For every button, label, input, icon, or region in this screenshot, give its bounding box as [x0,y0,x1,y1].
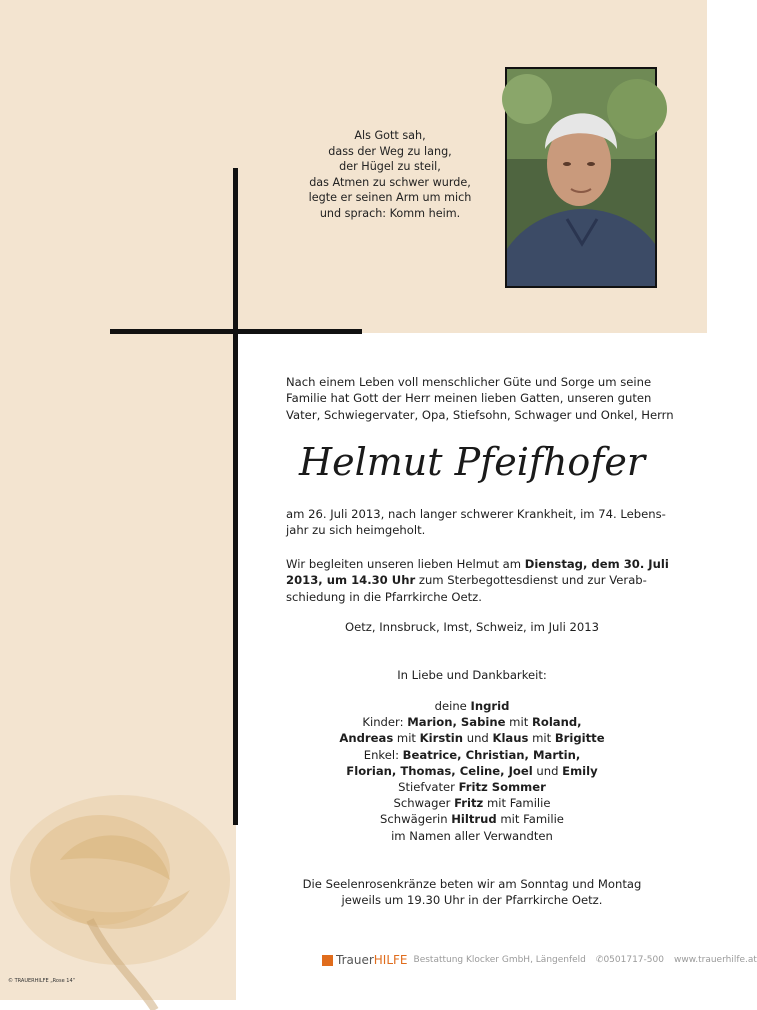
death-line: am 26. Juli 2013, nach langer schwerer Krankheit, im 74. Lebens- [286,507,666,521]
funeral-line: schiedung in die Pfarrkirche Oetz. [286,589,482,604]
death-notice [286,506,666,539]
poem-line: Als Gott sah, [354,129,426,142]
poem-line: und sprach: Komm heim. [319,206,461,220]
intro-line: Vater, Schwiegervater, Opa, Stiefsohn, Schwager und Onkel, Herrn [286,407,674,422]
portrait-photo [505,67,657,288]
death-line: jahr zu sich heimgeholt. [286,523,426,538]
funeral-line: Wir begleiten unseren lieben Helmut am Dienstag, dem 30. Juli [286,557,669,571]
family-line: Andreas mit Kirstin und Klaus mit Brigitte [339,731,605,746]
poem-line: legte er seinen Arm um mich [308,191,472,205]
funeral-notice [286,556,669,605]
intro-line: Familie hat Gott der Herr meinen lieben Gatten, unseren guten [286,391,652,406]
funeral-line: 2013, um 14.30 Uhr zum Sterbegottesdienst und zur Verab- [286,573,647,588]
company-name: Bestattung Klocker GmbH, Längenfeld [413,955,586,965]
thanks-heading: In Liebe und Dankbarkeit: [397,668,547,682]
brand-name-accent: HILFE [373,953,408,967]
poem-line: der Hügel zu steil, [339,160,441,174]
brand-name: Trauer [336,953,374,967]
family-line: Enkel: Beatrice, Christian, Martin, [363,747,581,762]
footer [322,953,757,967]
website-link[interactable]: www.trauerhilfe.at [673,955,757,965]
trauerhilfe-logo-icon [322,955,333,966]
image-credit: © TRAUERHILFE „Rose 14“ [8,978,76,984]
deceased-name: Helmut Pfeifhofer [298,440,646,484]
rosary-line: Die Seelenrosenkränze beten wir am Sonntag und Montag [302,877,642,891]
cross-horizontal-bar [110,329,362,334]
cross-vertical-bar [233,168,238,825]
family-line: Kinder: Marion, Sabine mit Roland, [362,715,582,730]
rosary-notice [286,876,658,909]
family-line: Florian, Thomas, Celine, Joel und Emily [346,763,598,778]
family-line: deine Ingrid [434,699,510,713]
family-line: Schwägerin Hiltrud mit Familie [380,812,564,827]
family-line: Schwager Fritz mit Familie [393,796,551,811]
rosary-line: jeweils um 19.30 Uhr in der Pfarrkirche Oetz. [341,893,603,908]
family-line: Stiefvater Fritz Sommer [398,780,546,795]
rose-decoration [0,770,250,1010]
intro-line: Nach einem Leben voll menschlicher Güte und Sorge um seine [286,375,652,389]
poem-line: das Atmen zu schwer wurde, [309,175,471,189]
family-list [286,698,658,844]
poem-line: dass der Weg zu lang, [328,144,452,158]
poem [290,128,490,222]
family-line: im Namen aller Verwandten [391,828,553,843]
place-date: Oetz, Innsbruck, Imst, Schweiz, im Juli 2013 [345,620,599,634]
phone-number: ✆0501717-500 [595,955,664,965]
intro-text [286,374,674,423]
